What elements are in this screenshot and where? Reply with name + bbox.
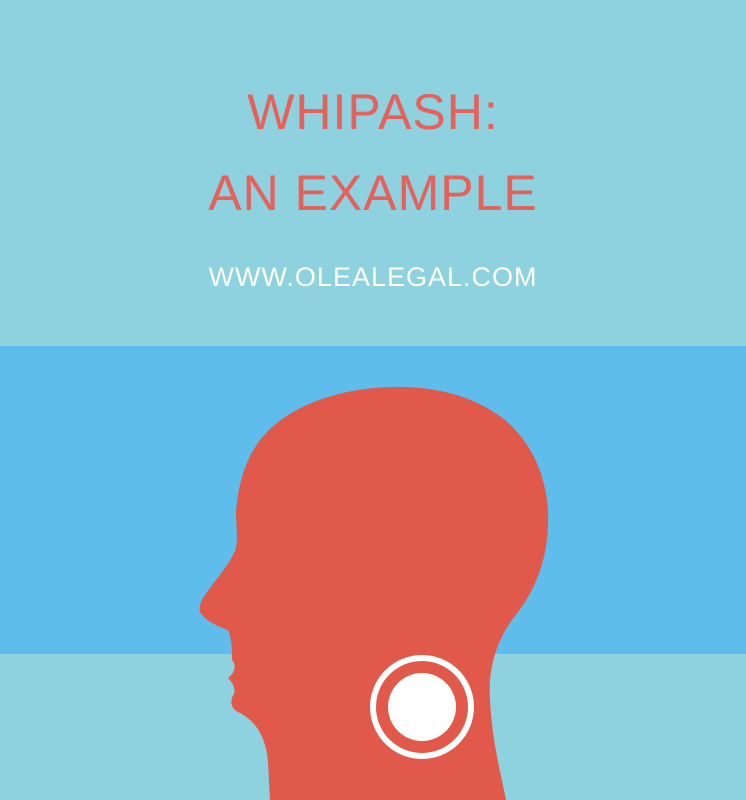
website-url: WWW.OLEALEGAL.COM	[208, 262, 538, 292]
headline-line-2: AN EXAMPLE	[208, 165, 538, 221]
head-silhouette-icon	[200, 387, 549, 800]
headline-line-1: WHIPASH:	[247, 84, 499, 140]
